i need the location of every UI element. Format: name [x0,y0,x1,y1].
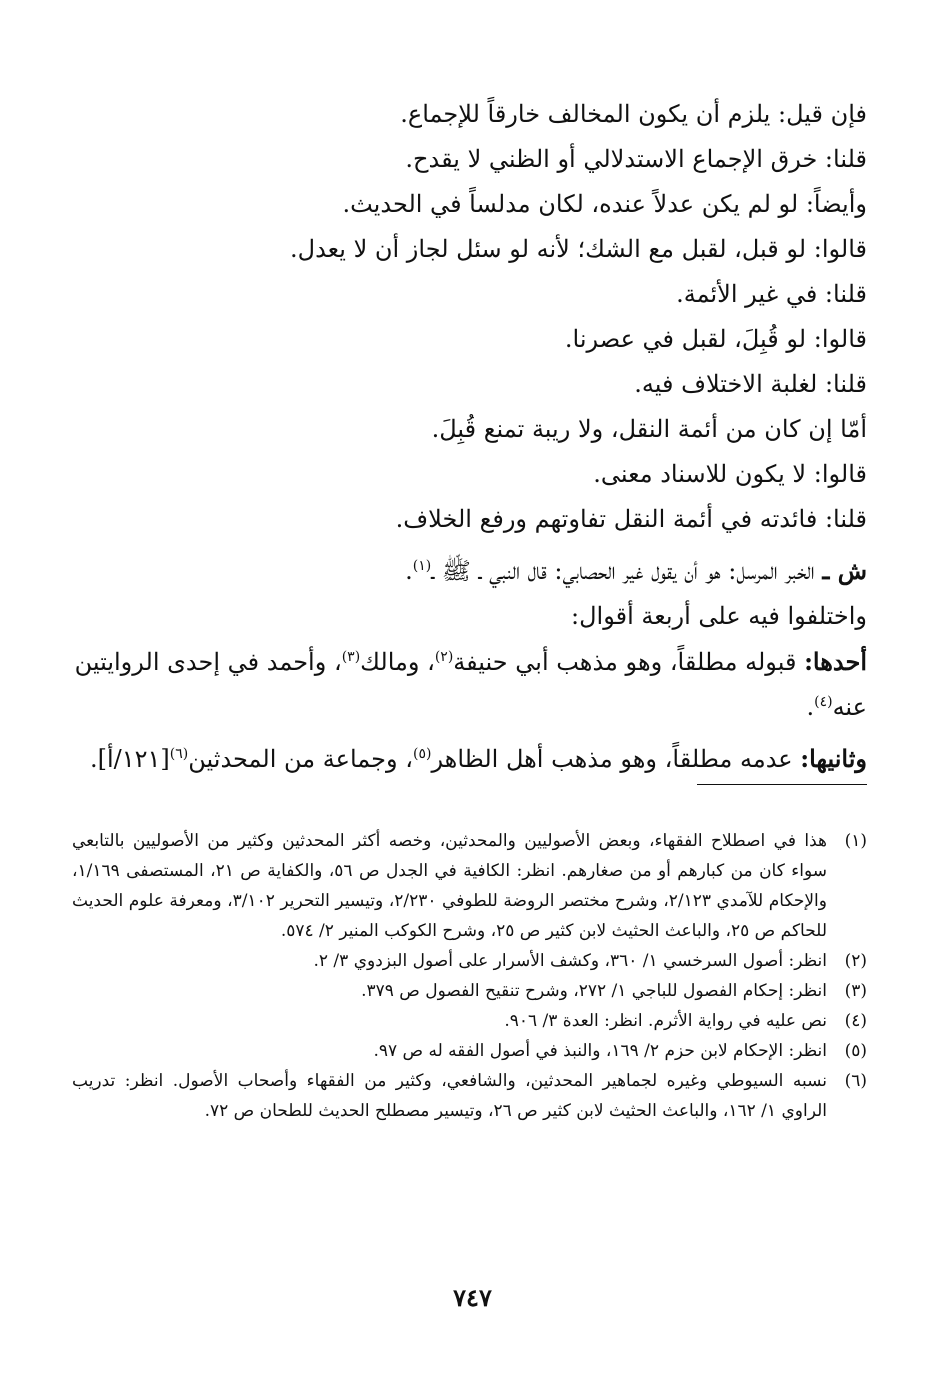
footnote-ref: (٥) [412,746,432,762]
footnote-ref: (٤) [814,694,833,710]
footnote-number: (٢) [844,951,867,971]
opinion-label: وثانيها: [800,744,867,773]
footnote [72,976,867,1006]
page-number: ٧٤٧ [453,1283,492,1312]
footnote-number: (٦) [844,1071,867,1091]
opinion-first: أحدها: قبوله مطلقاً، وهو مذهب أبي حنيفة$^{(٢)}$، ومالك$^{(٣)}$، وأحمد في إحدى الروايتين عنه$^{(٤)}$. [74,647,867,721]
text-line: قالوا: لا يكون للاسناد معنى. [593,460,867,488]
commentary-line: ش ـ الخبر المرسل: هو أن يقول غير الحصابي: قال النبي ـ ﷺ ـ$^{(١)}$. [405,556,867,585]
footnote-number: (١) [844,831,867,851]
footnote [72,1006,867,1036]
footnote [72,1036,867,1066]
text-line: قلنا: في غير الأئمة. [676,280,867,308]
opinion-label: أحدها: [804,647,867,676]
footnote [72,826,867,946]
text-line: وأيضاً: لو لم يكن عدلاً عنده، لكان مدلساً في الحديث. [342,190,867,218]
footnote-ref: (١) [412,558,432,574]
footnote-text: انظر: الإحكام لابن حزم ٢/ ١٦٩، والنبذ في أصول الفقه له ص ٩٧. [373,1041,827,1061]
footnote-number: (٥) [844,1041,867,1061]
footnote-text: هذا في اصطلاح الفقهاء، وبعض الأصوليين والمحدثين، وخصه أكثر المحدثين وكثير من الأصوليين بالتابعي سواء كان من كبارهم أو من صغارهم. انظر: الكافية في الجدل ص ٥٦، والكفاية ص ٢١، المستصفى ١/١٦٩، والإحكام للآمدي ٢/١٢٣، وشرح مختصر الروضة للطوفي ٢/٢٣٠، وتيسير التحرير ٣/١٠٢، ومعرفة علوم الحديث للحاكم ص ٢٥، والباعث الحثيث لابن كثير ص ٢٥، وشرح الكوكب المنير ٢/ ٥٧٤. [72,831,827,941]
commentary-marker: ش ـ [822,556,867,585]
footnote-separator [697,784,867,785]
footnote-ref: (٦) [169,746,189,762]
text-line: واختلفوا فيه على أربعة أقوال: [571,602,867,630]
footnote [72,946,867,976]
text-line: فإن قيل: يلزم أن يكون المخالف خارقاً للإجماع. [400,100,867,128]
opinion-second: وثانيها: عدمه مطلقاً، وهو مذهب أهل الظاهر$^{(٥)}$، وجماعة من المحدثين$^{(٦)}$[١٢١/أ]. [90,744,867,773]
footnote-ref: (٣) [341,649,361,665]
text-line: قالوا: لو قبل، لقبل مع الشك؛ لأنه لو سئل لجاز أن لا يعدل. [290,235,867,263]
commentary-text: الخبر المرسل: هو أن يقول غير الحصابي: قال النبي ـ ﷺ ـ [431,557,815,585]
text-line: أمّا إن كان من أئمة النقل، ولا ريبة تمنع قُبِلَ. [431,415,867,443]
footnotes [72,826,867,1126]
main-text [72,92,867,782]
text-line: قلنا: لغلبة الاختلاف فيه. [634,370,867,398]
footnote-text: نسبه السيوطي وغيره لجماهير المحدثين، والشافعي، وكثير من الفقهاء وأصحاب الأصول. انظر: تدريب الراوي ١/ ١٦٢، والباعث الحثيث لابن كثير ص ٢٦، وتيسير مصطلح الحديث للطحان ص ٧٢. [72,1071,827,1121]
footnote-text: نص عليه في رواية الأثرم. انظر: العدة ٣/ ٩٠٦. [504,1011,827,1031]
text-line: قلنا: فائدته في أئمة النقل تفاوتهم ورفع الخلاف. [395,505,867,533]
footnote-ref: (٢) [434,649,454,665]
footnote-number: (٤) [844,1011,867,1031]
footnote-number: (٣) [844,981,867,1001]
footnote [72,1066,867,1126]
text-line: قالوا: لو قُبِلَ، لقبل في عصرنا. [564,325,867,353]
text-line: قلنا: خرق الإجماع الاستدلالي أو الظني لا يقدح. [405,145,867,173]
footnote-text: انظر: أصول السرخسي ١/ ٣٦٠، وكشف الأسرار على أصول البزدوي ٣/ ٢. [313,951,827,971]
footnote-text: انظر: إحكام الفصول للباجي ١/ ٢٧٢، وشرح تنقيح الفصول ص ٣٧٩. [361,981,827,1001]
